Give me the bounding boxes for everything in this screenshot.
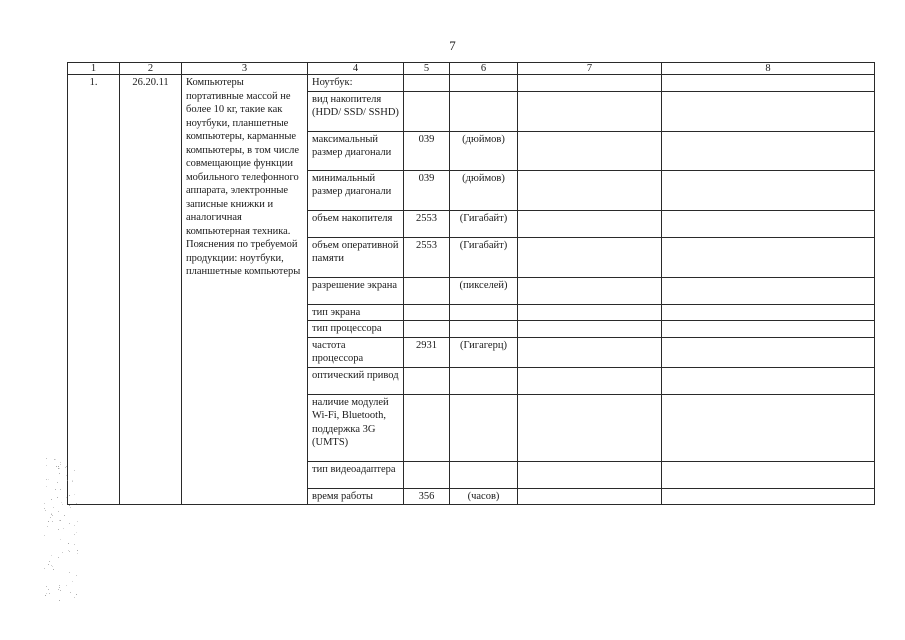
okpd-code-cell: 26.20.11 bbox=[120, 75, 182, 505]
row-index-cell: 1. bbox=[68, 75, 120, 505]
header-col-1: 1 bbox=[68, 63, 120, 75]
characteristic-name-cell: объем накопителя bbox=[308, 210, 404, 237]
specification-table bbox=[67, 62, 875, 505]
unit-code-cell: 2553 bbox=[404, 210, 450, 237]
empty-cell-col-8 bbox=[662, 237, 875, 277]
unit-name-cell: (Гигабайт) bbox=[450, 210, 518, 237]
characteristic-name-cell: частота процессора bbox=[308, 337, 404, 367]
unit-code-cell: 039 bbox=[404, 170, 450, 210]
header-col-3: 3 bbox=[182, 63, 308, 75]
empty-cell-col-7 bbox=[518, 91, 662, 131]
empty-cell-col-8 bbox=[662, 170, 875, 210]
unit-name-cell: (Гигабайт) bbox=[450, 237, 518, 277]
unit-code-cell: 2553 bbox=[404, 237, 450, 277]
empty-cell-col-8 bbox=[662, 367, 875, 394]
header-row bbox=[68, 63, 875, 75]
empty-cell-col-8 bbox=[662, 210, 875, 237]
unit-code-cell bbox=[404, 321, 450, 338]
unit-code-cell bbox=[404, 304, 450, 321]
empty-cell-col-8 bbox=[662, 91, 875, 131]
characteristic-name-cell: тип видеоадаптера bbox=[308, 461, 404, 488]
characteristic-name-cell: время работы bbox=[308, 488, 404, 505]
product-description-cell: Компьютеры портативные массой не более 10 кг, такие как ноутбуки, планшетные компьютеры, карманные компьютеры, в том числе совмещающие функции мобильного телефонного аппарата, электронные записные книжки и аналогичная компьютерная техника. Пояснения по требуемой продукции: ноутбуки, планшетные компьютеры bbox=[182, 75, 308, 505]
characteristic-name-cell: объем оперативной памяти bbox=[308, 237, 404, 277]
empty-cell-col-7 bbox=[518, 131, 662, 170]
unit-name-cell bbox=[450, 461, 518, 488]
empty-cell-col-8 bbox=[662, 321, 875, 338]
empty-cell-col-7 bbox=[518, 170, 662, 210]
characteristic-name-cell: оптический привод bbox=[308, 367, 404, 394]
characteristic-name-cell: разрешение экрана bbox=[308, 277, 404, 304]
characteristic-name-cell: тип процессора bbox=[308, 321, 404, 338]
unit-name-cell bbox=[450, 91, 518, 131]
unit-name-cell: (Гигагерц) bbox=[450, 337, 518, 367]
empty-cell-col-8 bbox=[662, 337, 875, 367]
empty-cell-col-7 bbox=[518, 321, 662, 338]
empty-cell-col-7 bbox=[518, 367, 662, 394]
empty-cell-col-8 bbox=[662, 394, 875, 461]
empty-cell-col-7 bbox=[518, 304, 662, 321]
unit-name-cell: (пикселей) bbox=[450, 277, 518, 304]
unit-name-cell bbox=[450, 394, 518, 461]
unit-name-cell: (дюймов) bbox=[450, 131, 518, 170]
empty-cell-col-8 bbox=[662, 488, 875, 505]
empty-cell-col-7 bbox=[518, 488, 662, 505]
header-col-4: 4 bbox=[308, 63, 404, 75]
unit-name-cell bbox=[450, 321, 518, 338]
unit-code-cell bbox=[404, 367, 450, 394]
unit-code-cell bbox=[404, 277, 450, 304]
characteristic-name-cell: максимальный размер диагонали bbox=[308, 131, 404, 170]
empty-cell-col-7 bbox=[518, 337, 662, 367]
unit-name-cell bbox=[450, 75, 518, 92]
table-body bbox=[68, 75, 875, 505]
characteristic-name-cell: тип экрана bbox=[308, 304, 404, 321]
page-number: 7 bbox=[449, 38, 456, 53]
empty-cell-col-7 bbox=[518, 75, 662, 92]
unit-code-cell: 2931 bbox=[404, 337, 450, 367]
unit-code-cell bbox=[404, 75, 450, 92]
unit-code-cell bbox=[404, 91, 450, 131]
empty-cell-col-8 bbox=[662, 75, 875, 92]
unit-name-cell bbox=[450, 367, 518, 394]
empty-cell-col-8 bbox=[662, 304, 875, 321]
characteristic-name-cell: наличие модулей Wi-Fi, Bluetooth, поддержка 3G (UMTS) bbox=[308, 394, 404, 461]
table-row bbox=[68, 75, 875, 92]
header-col-7: 7 bbox=[518, 63, 662, 75]
empty-cell-col-8 bbox=[662, 131, 875, 170]
characteristic-name-cell: Ноутбук: bbox=[308, 75, 404, 92]
unit-code-cell bbox=[404, 461, 450, 488]
scan-artifact bbox=[44, 455, 78, 605]
header-col-8: 8 bbox=[662, 63, 875, 75]
unit-name-cell: (часов) bbox=[450, 488, 518, 505]
empty-cell-col-7 bbox=[518, 277, 662, 304]
empty-cell-col-7 bbox=[518, 237, 662, 277]
empty-cell-col-7 bbox=[518, 210, 662, 237]
unit-code-cell: 039 bbox=[404, 131, 450, 170]
unit-name-cell: (дюймов) bbox=[450, 170, 518, 210]
header-col-2: 2 bbox=[120, 63, 182, 75]
header-col-6: 6 bbox=[450, 63, 518, 75]
header-col-5: 5 bbox=[404, 63, 450, 75]
empty-cell-col-8 bbox=[662, 277, 875, 304]
empty-cell-col-7 bbox=[518, 394, 662, 461]
unit-name-cell bbox=[450, 304, 518, 321]
characteristic-name-cell: минимальный размер диагонали bbox=[308, 170, 404, 210]
empty-cell-col-7 bbox=[518, 461, 662, 488]
characteristic-name-cell: вид накопителя (HDD/ SSD/ SSHD) bbox=[308, 91, 404, 131]
empty-cell-col-8 bbox=[662, 461, 875, 488]
unit-code-cell: 356 bbox=[404, 488, 450, 505]
unit-code-cell bbox=[404, 394, 450, 461]
